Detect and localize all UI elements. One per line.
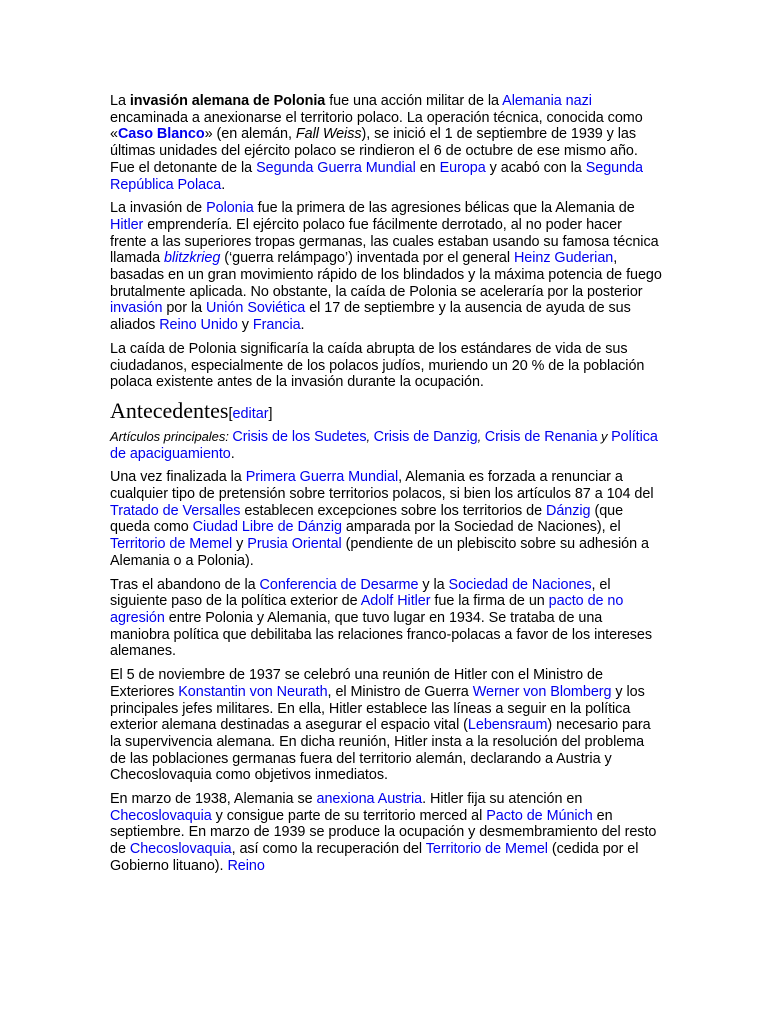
text-run: en	[415, 159, 440, 176]
text-run: y	[232, 536, 248, 553]
paragraph	[110, 93, 662, 193]
link-union-sovietica[interactable]: Unión Soviética	[206, 300, 306, 317]
text-run: , el Ministro de Guerra	[327, 683, 473, 700]
link-invasion[interactable]: invasión	[110, 300, 163, 317]
text-run: ,	[477, 428, 485, 444]
link-alemania-nazi[interactable]: Alemania nazi	[502, 93, 592, 109]
link-primera-guerra-mundial[interactable]: Primera Guerra Mundial	[245, 469, 399, 486]
text-run: , Alemania es forzada a renunciar a cualquier tipo de pretensión sobre territorios polacos, si bien los artículos 87 a 104 del	[110, 469, 654, 503]
link-prusia-oriental[interactable]: Prusia Oriental	[247, 536, 342, 553]
text-run: el 17 de septiembre y la ausencia de ayuda de sus aliados	[110, 300, 631, 334]
link-polonia[interactable]: Polonia	[206, 200, 254, 217]
section-heading	[110, 398, 662, 427]
paragraph	[110, 200, 662, 334]
paragraph	[110, 469, 662, 569]
link-caso-blanco[interactable]: Caso Blanco	[117, 126, 205, 143]
text-run: Artículos principales:	[110, 428, 233, 444]
article-body	[110, 93, 662, 882]
paragraph	[110, 791, 662, 875]
text-run: (cedida por el Gobierno lituano).	[110, 841, 639, 874]
text-run: .	[230, 445, 235, 462]
link-adolf-hitler[interactable]: Adolf Hitler	[360, 593, 431, 610]
link-francia[interactable]: Francia	[252, 317, 301, 334]
link-reino[interactable]: Reino	[227, 857, 265, 874]
text-run: fue la primera de las agresiones bélicas que la Alemania de	[253, 200, 635, 217]
text-run: » (en alemán,	[204, 126, 296, 143]
text-run: invasión alemana de Polonia	[129, 93, 326, 109]
text-run: amparada por la Sociedad de Naciones), el	[341, 519, 621, 536]
link-conferencia-de-desarme[interactable]: Conferencia de Desarme	[259, 576, 419, 593]
link-anexiona-austria[interactable]: anexiona Austria	[316, 791, 423, 808]
link-pacto-de-munich[interactable]: Pacto de Múnich	[486, 807, 593, 824]
link-sociedad-de-naciones[interactable]: Sociedad de Naciones	[448, 576, 592, 593]
link-politica-de-apaciguamiento[interactable]: Política de apaciguamiento	[110, 428, 658, 462]
section-edit-link: [editar]	[228, 405, 273, 422]
text-run: ) necesario para la supervivencia alemana. En dicha reunión, Hitler insta a la resolución del problema de las poblaciones germanas fuera del territorio alemán, declarando a Austria y Checoslovaquia como objetivos inmediatos.	[110, 717, 651, 784]
text-run: y	[237, 317, 253, 334]
text-run: y los principales jefes militares. En ella, Hitler establece las líneas a seguir en la política exterior alemana destinadas a asegurar el espacio vital (	[110, 683, 645, 734]
link-pacto-de-no-agresion[interactable]: pacto de no agresión	[110, 593, 624, 626]
link-checoslovaquia[interactable]: Checoslovaquia	[129, 841, 232, 858]
text-run: emprendería. El ejército polaco fue fácilmente derrotado, al no poder hacer frente a las superiores tropas germanas, las cuales estaban usando su famosa técnica llamada	[110, 216, 659, 267]
link-reino-unido[interactable]: Reino Unido	[159, 317, 238, 334]
text-run: (pendiente de un plebiscito sobre su adhesión a Alemania o a Polonia).	[110, 536, 649, 569]
text-run: y	[597, 428, 612, 444]
link-ciudad-libre-de-danzig[interactable]: Ciudad Libre de Dánzig	[192, 519, 342, 536]
text-run: ), se inició el 1 de septiembre de 1939 y las últimas unidades del ejército polaco se rindieron el 6 de octubre de ese mismo año. Fue el detonante de la	[110, 126, 638, 176]
text-run: Tras el abandono de la	[110, 576, 260, 593]
link-hitler[interactable]: Hitler	[110, 216, 144, 233]
link-territorio-de-memel[interactable]: Territorio de Memel	[425, 841, 548, 858]
text-run: y la	[418, 576, 449, 593]
text-run: fue la firma de un	[430, 593, 549, 610]
link-lebensraum[interactable]: Lebensraum	[467, 717, 548, 734]
text-run: (que queda como	[110, 502, 624, 536]
text-run: .	[300, 317, 305, 334]
article-intro	[110, 93, 662, 391]
paragraph	[110, 577, 662, 661]
text-run: La caída de Polonia significaría la caída abrupta de los estándares de vida de sus ciudadanos, especialmente de los polacos judíos, muriendo un 20 % de la población polaca existente antes de la invasión durante la ocupación.	[110, 340, 645, 391]
text-run: El 5 de noviembre de 1937 se celebró una reunión de Hitler con el Ministro de Exteriores	[110, 667, 603, 700]
text-run: La	[110, 93, 130, 109]
paragraph	[110, 341, 662, 391]
text-run: establecen excepciones sobre los territorios de	[240, 502, 546, 519]
text-run: Una vez finalizada la	[110, 469, 246, 486]
link-tratado-de-versalles[interactable]: Tratado de Versalles	[110, 502, 241, 519]
text-run: La invasión de	[110, 200, 207, 217]
link-crisis-de-renania[interactable]: Crisis de Renania	[484, 428, 598, 445]
text-run: En marzo de 1938, Alemania se	[110, 791, 317, 808]
section-body	[110, 469, 662, 874]
link-crisis-de-danzig[interactable]: Crisis de Danzig	[373, 428, 478, 445]
section-title: Antecedentes	[110, 397, 229, 423]
text-run: encaminada a anexionarse el territorio polaco. La operación técnica, conocida como «	[110, 109, 643, 143]
link-segunda-guerra-mundial[interactable]: Segunda Guerra Mundial	[256, 159, 416, 176]
link-checoslovaquia[interactable]: Checoslovaquia	[110, 807, 212, 824]
text-run: , el siguiente paso de la política exterior de	[110, 576, 611, 610]
edit-link[interactable]: editar	[232, 405, 269, 422]
text-run: . Hitler fija su atención en	[422, 791, 583, 808]
text-run: .	[221, 176, 226, 193]
link-danzig[interactable]: Dánzig	[546, 502, 591, 519]
text-run: (‘guerra relámpago’) inventada por el general	[220, 250, 514, 267]
text-run: y consigue parte de su territorio merced al	[211, 807, 487, 824]
text-run: ,	[366, 428, 374, 444]
text-run: por la	[162, 300, 207, 317]
link-konstantin-von-neurath[interactable]: Konstantin von Neurath	[178, 683, 328, 700]
main-articles-hatnote	[110, 429, 662, 462]
paragraph	[110, 667, 662, 784]
text-run: y acabó con la	[485, 159, 586, 176]
link-europa[interactable]: Europa	[439, 159, 486, 176]
text-run: entre Polonia y Alemania, que tuvo lugar en 1934. Se trataba de una maniobra política que debilitaba las relaciones franco-polacas a favor de los intereses alemanes.	[110, 609, 653, 660]
text-run: fue una acción militar de la	[325, 93, 503, 109]
text-run: , así como la recuperación del	[231, 841, 426, 858]
link-werner-von-blomberg[interactable]: Werner von Blomberg	[472, 683, 612, 700]
link-territorio-de-memel[interactable]: Territorio de Memel	[110, 536, 233, 553]
text-run: Fall Weiss	[295, 126, 362, 143]
link-crisis-de-los-sudetes[interactable]: Crisis de los Sudetes	[232, 428, 367, 445]
link-heinz-guderian[interactable]: Heinz Guderian	[513, 250, 614, 267]
text-run: en septiembre. En marzo de 1939 se produce la ocupación y desmembramiento del resto de	[110, 807, 657, 858]
link-segunda-republica-polaca[interactable]: Segunda República Polaca	[110, 159, 643, 193]
text-run: , basadas en un gran movimiento rápido de los blindados y la máxima potencia de fuego brutalmente aplicada. No obstante, la caída de Polonia se aceleraría por la posterior	[110, 250, 662, 300]
link-blitzkrieg[interactable]: blitzkrieg	[164, 250, 221, 267]
